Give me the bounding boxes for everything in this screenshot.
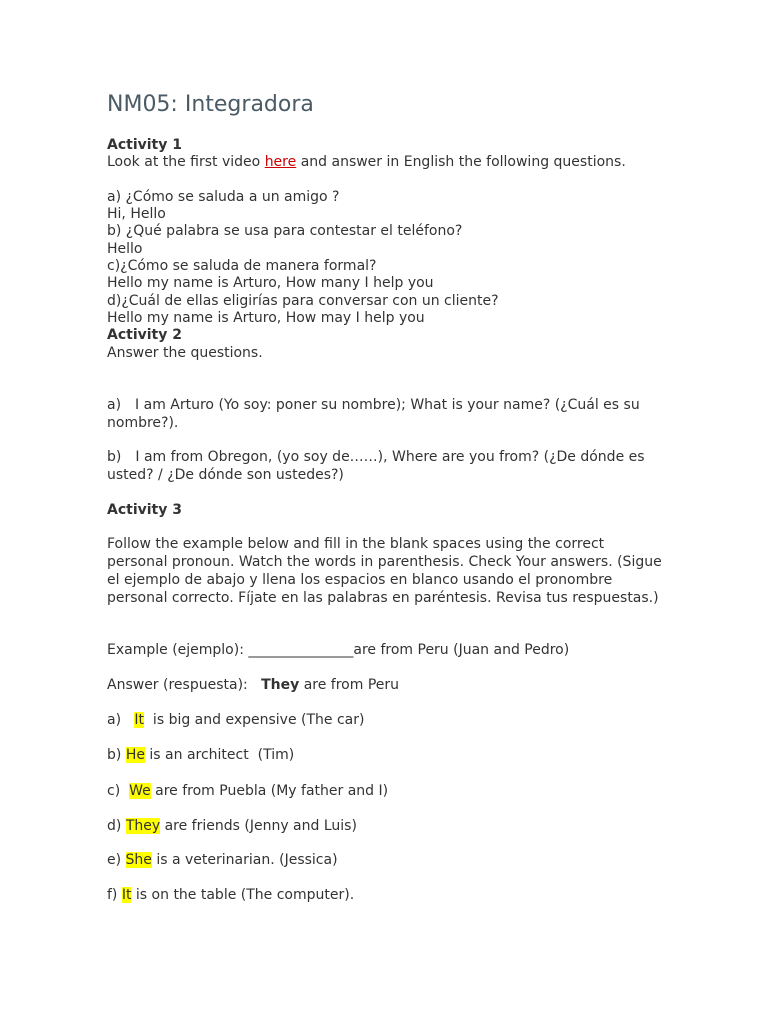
answer-pronoun: They: [261, 677, 300, 693]
exercise-f: [107, 886, 354, 904]
exercise-label: d): [107, 818, 126, 834]
question-b: b) ¿Qué palabra se usa para contestar el teléfono?: [107, 223, 463, 239]
item-text: I am from Obregon, (yo soy de……), Where are you from? (¿De dónde es usted? / ¿De dónde son ustedes?): [107, 449, 645, 483]
item-text: I am Arturo (Yo soy: poner su nombre); What is your name? (¿Cuál es su nombre?).: [107, 397, 640, 431]
exercise-text: is a veterinarian. (Jessica): [151, 852, 338, 868]
exercise-label: f): [107, 887, 122, 903]
exercise-text: is on the table (The computer).: [131, 887, 355, 903]
exercise-label: b): [107, 747, 126, 763]
answer-d: Hello my name is Arturo, How may I help you: [107, 310, 425, 326]
answer-c: Hello my name is Arturo, How many I help you: [107, 275, 434, 291]
activity1-intro-before: Look at the first video: [107, 154, 265, 170]
activity2-intro: Answer the questions.: [107, 345, 263, 361]
exercise-c: [107, 782, 388, 800]
activity1-intro-after: and answer in English the following questions.: [296, 154, 626, 170]
exercise-b: [107, 746, 294, 764]
activity1-intro: [107, 153, 626, 171]
exercise-d: [107, 817, 357, 835]
here-link[interactable]: here: [264, 154, 297, 170]
activity2-item-b: [107, 448, 667, 484]
exercise-label: e): [107, 852, 126, 868]
answer-line: [107, 676, 399, 694]
activity2-heading: Activity 2: [107, 327, 182, 343]
page-title: NM05: Integradora: [107, 92, 314, 117]
answer-a: Hi, Hello: [107, 206, 166, 222]
answer-label: Answer (respuesta):: [107, 677, 262, 693]
exercise-pronoun: He: [125, 747, 145, 763]
answer-rest: are from Peru: [299, 677, 400, 693]
exercise-a: [107, 711, 364, 729]
item-label: a): [107, 397, 122, 413]
item-label: b): [107, 449, 122, 465]
exercise-pronoun: It: [134, 712, 145, 728]
question-c: c)¿Cómo se saluda de manera formal?: [107, 258, 377, 274]
activity2-item-a: [107, 396, 667, 432]
example-line: Example (ejemplo): _______________are from Peru (Juan and Pedro): [107, 642, 570, 658]
exercise-pronoun: It: [121, 887, 132, 903]
exercise-pronoun: She: [125, 852, 152, 868]
answer-b: Hello: [107, 241, 143, 257]
exercise-text: are from Puebla (My father and I): [150, 783, 389, 799]
activity3-heading: Activity 3: [107, 502, 182, 518]
question-d: d)¿Cuál de ellas eligirías para conversar con un cliente?: [107, 293, 499, 309]
activity1-heading: Activity 1: [107, 137, 182, 153]
exercise-label: a): [107, 712, 135, 728]
exercise-label: c): [107, 783, 130, 799]
exercise-pronoun: We: [129, 783, 151, 799]
exercise-text: is big and expensive (The car): [144, 712, 365, 728]
exercise-pronoun: They: [125, 818, 161, 834]
exercise-e: [107, 851, 338, 869]
question-a: a) ¿Cómo se saluda a un amigo ?: [107, 189, 340, 205]
exercise-text: are friends (Jenny and Luis): [160, 818, 357, 834]
activity3-instructions: Follow the example below and fill in the blank spaces using the correct personal pronoun. Watch the words in parenthesis. Check Your answers. (Sigue el ejemplo de abajo y llena los espacios en blanco usando el pronombre personal correcto. Fíjate en las palabras en paréntesis. Revisa tus respuestas.): [107, 536, 662, 606]
exercise-text: is an architect (Tim): [144, 747, 295, 763]
